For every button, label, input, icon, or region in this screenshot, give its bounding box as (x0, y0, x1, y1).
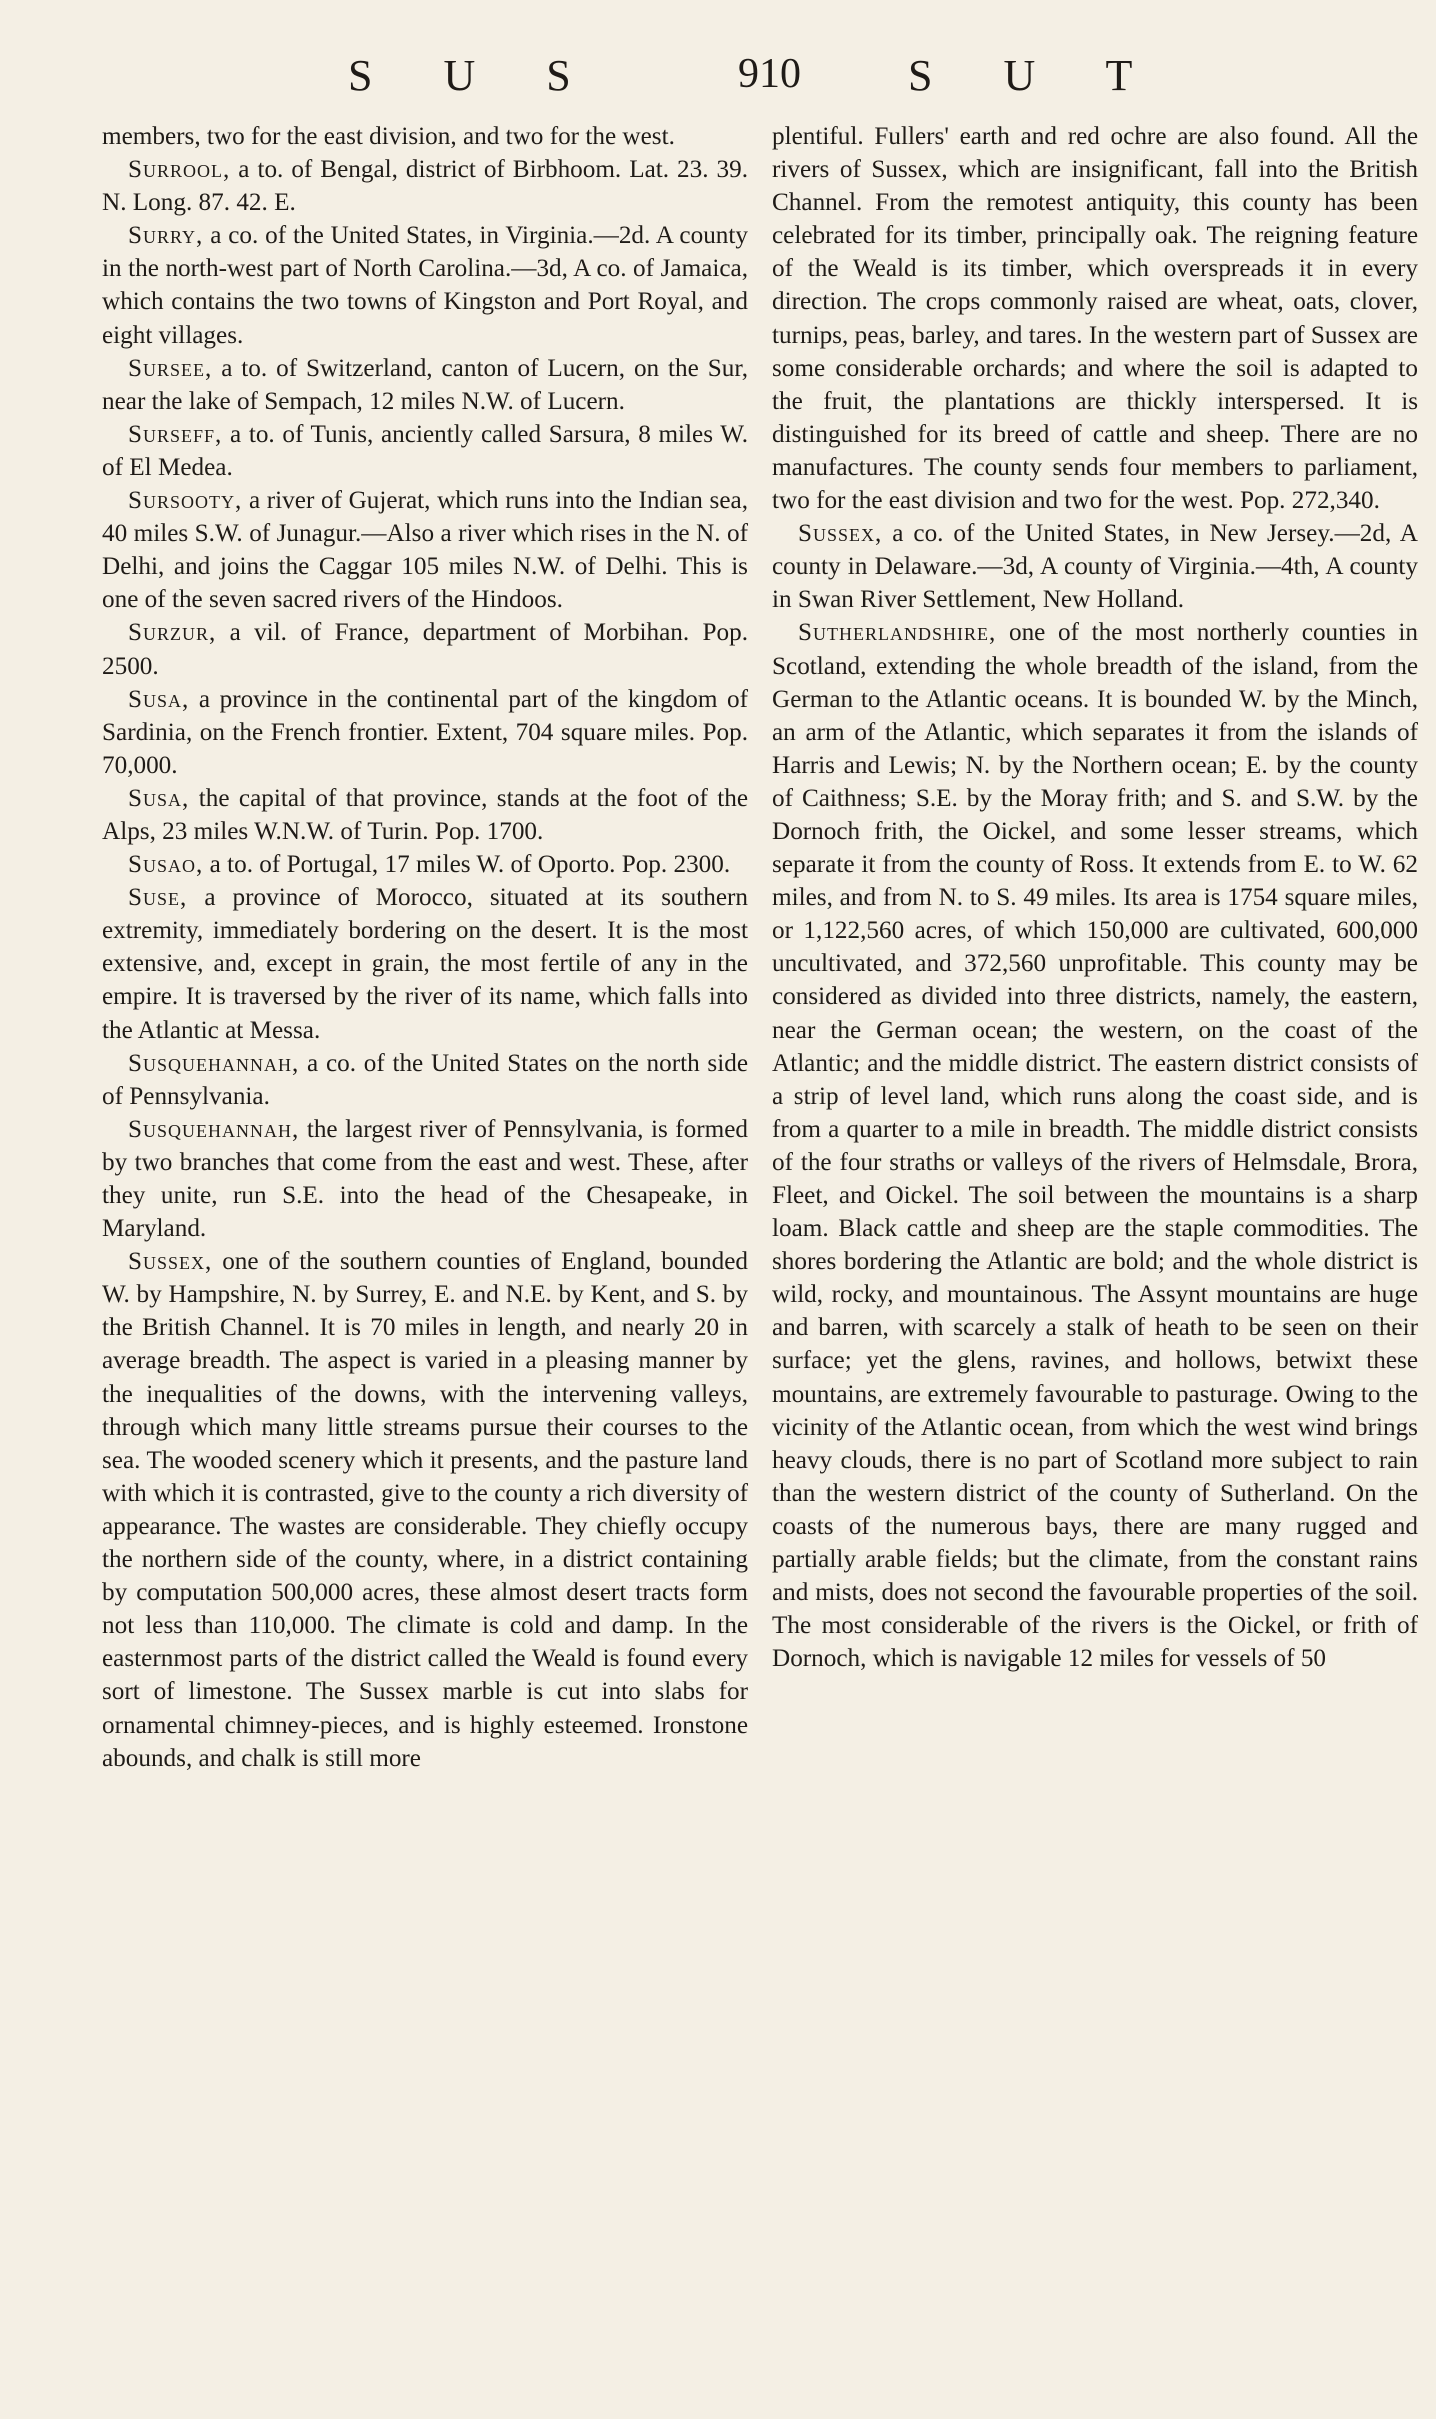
entry-headword: Sussex, (128, 1248, 213, 1276)
gazetteer-entry (102, 683, 748, 782)
page-number: 910 (738, 51, 801, 97)
entry-text: a to. of Bengal, district of Birbhoom. Lat. 23. 39. N. Long. 87. 42. E. (102, 156, 748, 217)
entry-headword: Surzur, (128, 619, 217, 647)
entry-text: a province in the continental part of the kingdom of Sardinia, on the French frontier. Extent, 704 square miles. Pop. 70,000. (102, 685, 748, 779)
entry-headword: Suse, (128, 884, 188, 912)
entry-headword: Surseff, (128, 420, 223, 448)
entry-headword: Susquehannah, (128, 1049, 300, 1077)
entry-headword: Susa, (128, 784, 190, 812)
gazetteer-entry (102, 1245, 748, 1775)
entry-continuation (102, 120, 748, 153)
entry-text: a river of Gujerat, which runs into the Indian sea, 40 miles S.W. of Junagur.—Also a river which rises in the N. of Delhi, and joins the Caggar 105 miles N.W. of Delhi. This is one of the seven sacred rivers of the Hindoos. (102, 487, 748, 614)
left-column (102, 120, 748, 1775)
entry-text: the capital of that province, stands at the foot of the Alps, 23 miles W.N.W. of Turin. Pop. 1700. (102, 784, 748, 845)
gazetteer-entry (102, 219, 748, 351)
right-column (772, 120, 1418, 1675)
entry-headword: Sussex, (798, 520, 883, 548)
running-head-left: S U S (348, 51, 601, 100)
gazetteer-entry (102, 616, 748, 682)
entry-headword: Sutherlandshire, (798, 619, 997, 647)
gazetteer-entry (102, 1113, 748, 1245)
entry-headword: Sursee, (128, 354, 213, 382)
entry-text: a to. of Switzerland, canton of Lucern, on the Sur, near the lake of Sempach, 12 miles N.W. of Lucern. (102, 354, 748, 415)
gazetteer-entry (102, 881, 748, 1046)
gazetteer-entry (102, 352, 748, 418)
entry-headword: Sursooty, (128, 487, 243, 515)
gazetteer-entry (772, 616, 1418, 1675)
gazetteer-entry (102, 848, 748, 881)
entry-headword: Susao, (128, 851, 204, 879)
entry-text: a co. of the United States, in Virginia.—2d. A county in the north-west part of North Carolina.—3d, A co. of Jamaica, which contains the two towns of Kingston and Port Royal, and eight villages. (102, 222, 748, 349)
entry-text: a province of Morocco, situated at its southern extremity, immediately bordering on the desert. It is the most extensive, and, except in grain, the most fertile of any in the empire. It is traversed by the river of its name, which falls into the Atlantic at Messa. (102, 884, 748, 1044)
entry-text: a co. of the United States, in New Jersey.—2d, A county in Delaware.—3d, A county of Virginia.—4th, A county in Swan River Settlement, New Holland. (772, 520, 1418, 614)
entry-headword: Susquehannah, (128, 1115, 300, 1143)
entry-headword: Surrool, (128, 156, 231, 184)
entry-headword: Surry, (128, 222, 204, 250)
entry-text: plentiful. Fullers' earth and red ochre are also found. All the rivers of Sussex, which are insignificant, fall into the British Channel. From the remotest antiquity, this county has been celebrated for its timber, principally oak. The reigning feature of the Weald is its timber, which overspreads it in every direction. The crops commonly raised are wheat, oats, clover, turnips, peas, barley, and tares. In the western part of Sussex are some considerable orchards; and where the soil is adapted to the fruit, the plantations are thickly interspersed. It is distinguished for its breed of cattle and sheep. There are no manufactures. The county sends four members to parliament, two for the east division and two for the west. Pop. 272,340. (772, 123, 1418, 515)
entry-text: one of the southern counties of England, bounded W. by Hampshire, N. by Surrey, E. and N.E. by Kent, and S. by the British Channel. It is 70 miles in length, and nearly 20 in average breadth. The aspect is varied in a pleasing manner by the inequalities of the downs, with the intervening valleys, through which many little streams pursue their courses to the sea. The wooded scenery which it presents, and the pasture land with which it is contrasted, give to the county a rich diversity of appearance. The wastes are considerable. They chiefly occupy the northern side of the county, where, in a district containing by computation 500,000 acres, these almost desert tracts form not less than 110,000. The climate is cold and damp. In the easternmost parts of the district called the Weald is found every sort of limestone. The Sussex marble is cut into slabs for ornamental chimney-pieces, and is highly esteemed. Ironstone abounds, and chalk is still more (102, 1248, 748, 1772)
gazetteer-entry (772, 517, 1418, 616)
entry-headword: Susa, (128, 685, 190, 713)
entry-text: one of the most northerly counties in Scotland, extending the whole breadth of the island, from the German to the Atlantic oceans. It is bounded W. by the Minch, an arm of the Atlantic, which separates it from the islands of Harris and Lewis; N. by the Northern ocean; E. by the county of Caithness; S.E. by the Moray frith; and S. and S.W. by the Dornoch frith, the Oickel, and some lesser streams, which separate it from the county of Ross. It extends from E. to W. 62 miles, and from N. to S. 49 miles. Its area is 1754 square miles, or 1,122,560 acres, of which 150,000 are cultivated, 600,000 uncultivated, and 372,560 unprofitable. This county may be considered as divided into three districts, namely, the eastern, near the German ocean; the western, on the coast of the Atlantic; and the middle district. The eastern district consists of a strip of level land, which runs along the coast side, and is from a quarter to a mile in breadth. The middle district consists of the four straths or valleys of the rivers of Helmsdale, Brora, Fleet, and Oickel. The soil between the mountains is a sharp loam. Black cattle and sheep are the staple commodities. The shores bordering the Atlantic are bold; and the whole district is wild, rocky, and mountainous. The Assynt mountains are huge and barren, with scarcely a stalk of heath to be seen on their surface; yet the glens, ravines, and hollows, betwixt these mountains, are extremely favourable to pasturage. Owing to the vicinity of the Atlantic ocean, from which the west wind brings heavy clouds, there is no part of Scotland more subject to rain than the western district of the county of Sutherland. On the coasts of the numerous bays, there are many rugged and partially arable fields; but the climate, from the constant rains and mists, does not second the favourable properties of the soil. The most considerable of the rivers is the Oickel, or frith of Dornoch, which is navigable 12 miles for vessels of 50 (772, 619, 1418, 1673)
entry-text: a to. of Tunis, anciently called Sarsura, 8 miles W. of El Medea. (102, 420, 748, 481)
entry-text: the largest river of Pennsylvania, is formed by two branches that come from the east and west. These, after they unite, run S.E. into the head of the Chesapeake, in Maryland. (102, 1115, 748, 1243)
entry-text: a vil. of France, department of Morbihan. Pop. 2500. (102, 619, 748, 680)
gazetteer-entry (102, 153, 748, 219)
gazetteer-entry (102, 1047, 748, 1113)
running-head-right: S U T (908, 51, 1163, 100)
entry-text: a to. of Portugal, 17 miles W. of Oporto. Pop. 2300. (203, 851, 731, 879)
gazetteer-entry (102, 484, 748, 616)
page-header (0, 50, 1436, 110)
entry-text: members, two for the east division, and two for the west. (102, 123, 675, 150)
gazetteer-entry (102, 782, 748, 848)
gazetteer-entry (102, 418, 748, 484)
entry-continuation (772, 120, 1418, 517)
entry-text: a co. of the United States on the north side of Pennsylvania. (102, 1049, 748, 1110)
